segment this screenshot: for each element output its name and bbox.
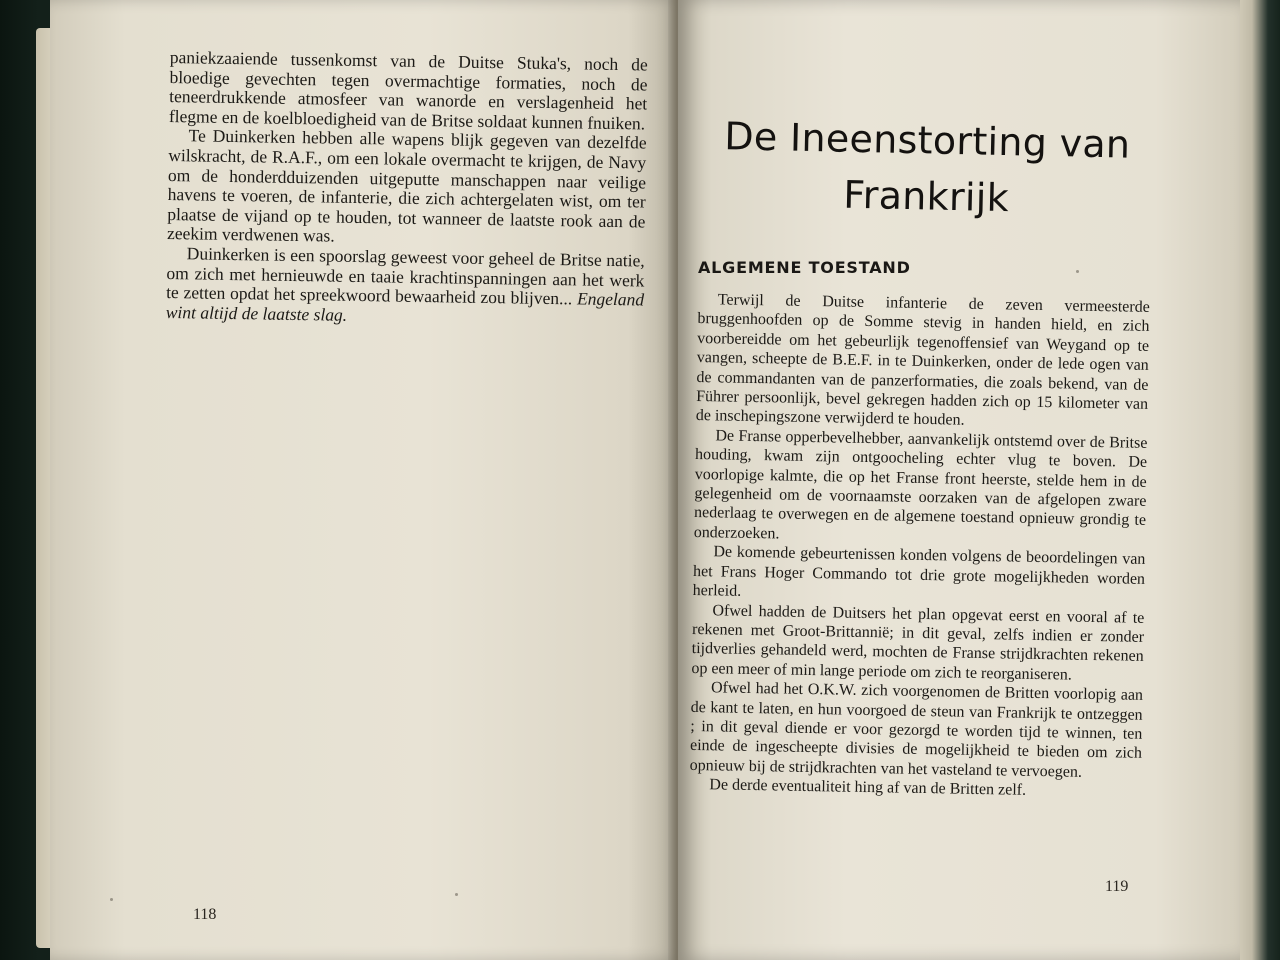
section-heading: ALGEMENE TOESTAND — [698, 258, 911, 277]
left-paragraph-3 — [166, 244, 645, 330]
page-number-left: 118 — [193, 906, 217, 923]
chapter-title-line-2: Frankrijk — [842, 172, 1010, 221]
paper-speck — [455, 893, 458, 896]
left-paragraph-2: Te Duinkerken hebben alle wapens blijk gegeven van dezelfde wilskracht, de R.A.F., om een lokale overmacht te krijgen, de Navy om de honderdduizenden uitgeputte manschappen naar veilige havens te voeren, de infanterie, die zich achtergelaten wist, om ter plaatse de vijand op te houden, tot wanneer de laatste rook aan de zeekim verdwenen was. — [166, 125, 647, 246]
right-paragraph-6: De derde eventualiteit hing af van de Britten zelf. — [709, 776, 1027, 799]
chapter-title-line-1: De Ineenstorting van — [723, 114, 1131, 167]
right-paragraph-3: De komende gebeurtenissen konden volgens de beoordelingen van het Frans Hoger Commando tot drie grote mogelijkheden worden herleid. — [692, 543, 1146, 600]
chapter-title — [716, 108, 1138, 229]
paper-speck — [1076, 270, 1079, 273]
right-page-stack-edge — [1240, 0, 1280, 960]
paper-speck — [110, 898, 113, 901]
right-page — [678, 0, 1240, 960]
left-page-body — [166, 48, 648, 330]
right-paragraph-5: Ofwel had het O.K.W. zich voorgenomen de Britten voorlopig aan de kant te laten, en hun voorgoed de steun van Frankrijk te ontzeggen ; in dit geval diende er voor gezorgd te worden tijd te winnen, ten einde de ingescheepte divisies de mogelijkheid te bieden om zich opnieuw bij de strijdkrachten van het vasteland te vervoegen. — [689, 679, 1144, 781]
page-number-right: 119 — [1105, 878, 1129, 895]
right-paragraph-4: Ofwel hadden de Duitsers het plan opgevat eerst en vooral af te rekenen met Groot-Brittannië; in dit geval, zelfs indien er zonder tijdverlies gehandeld werd, mochten de Franse strijdkrachten rekenen op een meer of min lange periode om zich te reorganiseren. — [691, 601, 1145, 684]
left-paragraph-3-text: Duinkerken is een spoorslag geweest voor geheel de Britse natie, om zich met hernieuwde en taaie krachtinspanningen aan het werk te zetten opdat het spreekwoord bewaarheid zou blijven... — [166, 243, 645, 309]
left-page — [50, 0, 678, 960]
right-page-body — [689, 290, 1150, 802]
right-paragraph-2: De Franse opperbevelhebber, aanvankelijk ontstemd over de Britse houding, kwam zijn ontgoocheling echter vlug te boven. De voorlopige kalmte, die op het Franse front heerste, stelde hem in de gelegenheid om de voornaamste oorzaken van de afgelopen zware nederlaag te overwegen en de algemene toestand opnieuw grondig te onderzoeken. — [693, 427, 1148, 543]
right-paragraph-1: Terwijl de Duitse infanterie de zeven vermeesterde bruggenhoofden op de Somme stevig in handen hield, en zich voorbereidde om het gebeurlijk tegenoffensief van Weygand op te vangen, scheepte de B.E.F. in te Duinkerken, onder de lede ogen van de commandanten van de panzerformaties, die zoals bekend, van de Führer persoonlijk, bevel gekregen hadden zich op 15 kilometer van de inschepingszone verwijderd te houden. — [695, 291, 1150, 430]
left-paragraph-1: paniekzaaiende tussenkomst van de Duitse Stuka's, noch de bloedige gevechten tegen overmachtige formaties, noch de teneerdrukkende atmosfeer van wanorde en verslagenheid het flegme en de koelbloedigheid van de Britse soldaat kunnen fnuiken. — [168, 47, 648, 134]
closing-italic-phrase: Engeland wint altijd de laatste slag. — [165, 288, 645, 325]
